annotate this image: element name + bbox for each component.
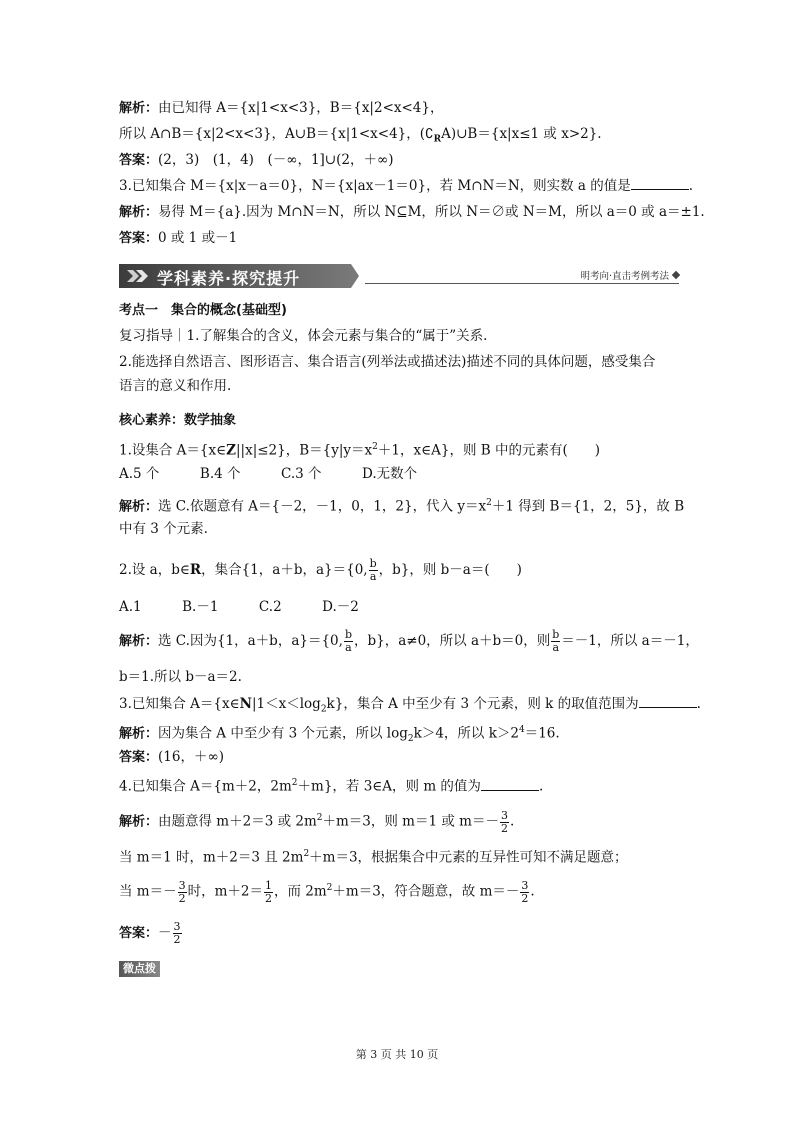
section-banner [119, 264, 679, 288]
review-guide-2b: 语言的意义和作用. [119, 378, 232, 394]
analysis-text: 由已知得 A＝{x|1<x<3}，B＝{x|2<x<4}， [158, 100, 444, 116]
answer-label: 答案： [119, 153, 159, 168]
banner-rule [365, 283, 679, 284]
problem-4-answer: 答案：－ $\frac{3}{2}$ [119, 920, 181, 946]
problem-2: 2.设 a，b∈R，集合{1，a＋b，a}＝{0, $\frac{b}{a}$ ，b}，则 b－a＝( ) [119, 557, 522, 583]
banner-subtitle: 明考向·直击考例考法 [580, 271, 669, 282]
analysis-line-1 [119, 99, 679, 118]
core-literacy: 核心素养：数学抽象 [119, 413, 237, 428]
answer-blank [639, 695, 697, 708]
answer-blank [481, 778, 539, 791]
answer-line-1: 答案：(2，3) (1，4) (－∞，1]∪(2，＋∞) [119, 152, 394, 168]
problem-3-analysis: 解析：因为集合 A 中至少有 3 个元素，所以 $\log_2k>4$，所以 $k>2^4=16$. [119, 725, 560, 745]
analysis-line-2: 所以 A∩B＝{x|2<x<3}，A∪B＝{x|1<x<4}，$(∁_RA)\cup B=\{x|x\le 1$ 或 x>2}. [119, 126, 602, 145]
problem-2-analysis-2: b＝1.所以 b－a＝2. [119, 669, 242, 685]
analysis-label: 解析： [119, 101, 159, 116]
problem-3: 3.已知集合 $A=\{x\in N|1<x<\log_2k\}$，集合 A 中至少有 3 个元素，则 k 的取值范围为 . [119, 696, 701, 715]
problem-2-analysis: 解析：选 C.因为{1，a＋b，a}＝{0, $\frac{b}{a}$ ，b}，a≠0，所以 a＋b＝0，则 $\frac{b}{a}$ ＝－1，所以 a＝－1， [119, 628, 699, 654]
problem-4-analysis: 解析：由题意得 m＋2＝3 或 $2m^2+m=3$，则 m＝1 或 m＝－ $\frac{3}{2}$ . [119, 808, 515, 835]
problem-4-case-2: 当 m＝－ $\frac{3}{2}$ 时，m＋2＝ $\frac{1}{2}$ ，而 $2m^2+m=3$，符合题意，故 m＝－ $\frac{3}{2}$ . [119, 878, 535, 905]
question-3-answer: 答案：0 或 1 或－1 [119, 230, 238, 246]
diamond-icon [672, 271, 680, 279]
problem-1-analysis-2: 中有 3 个元素. [119, 521, 208, 537]
review-guide-2a: 2.能选择自然语言、图形语言、集合语言(列举法或描述法)描述不同的具体问题，感受集合 [119, 354, 656, 370]
problem-1-analysis: 解析：选 C.依题意有 A＝{－2，－1，0，1，2}，代入 $y=x^2+1$ 得到 B＝{1，2，5}，故 B [119, 498, 685, 515]
topic-heading: 考点一 集合的概念(基础型) [119, 303, 287, 318]
problem-1: 1.设集合 A＝{x∈Z||x|≤2}，$B=\{y|y=x^2+1$，x∈A}，则 B 中的元素有( ) [119, 442, 600, 459]
page-footer: 第 3 页 共 10 页 [355, 1048, 439, 1061]
banner-title: 学科素养·探究提升 [157, 269, 301, 288]
answer-blank [631, 177, 689, 190]
problem-3-answer: 答案：(16，＋∞) [119, 749, 224, 765]
question-3-analysis: 解析：易得 M＝{a}.因为 M∩N＝N，所以 N⊆M，所以 N＝∅或 N＝M，所以 a＝0 或 a＝±1. [119, 204, 705, 220]
fraction-b-over-a: $\frac{b}{a}$ [369, 557, 377, 583]
problem-1-options: A.5 个 B.4 个 C.3 个 D.无数个 [119, 466, 418, 482]
problem-4: 4.已知集合 A＝{m＋2，$2m^2+m$}，若 3∈A，则 m 的值为 . [119, 778, 544, 795]
chevron-decoration-icon [127, 270, 149, 282]
problem-2-options: A.1 B.－1 C.2 D.－2 [119, 599, 359, 615]
review-guide-1: 复习指导｜1.了解集合的含义，体会元素与集合的“属于”关系. [119, 328, 488, 344]
tip-tag: 微点拨 [119, 961, 160, 977]
question-3-set-m: 3.已知集合 M＝{x|x－a＝0}，N＝{x|ax－1＝0}，若 M∩N＝N，则实数 a 的值是 . [119, 178, 694, 194]
problem-4-case-1: 当 m＝1 时，m＋2＝3 且 $2m^2+m=3$，根据集合中元素的互异性可知不满足题意； [119, 849, 628, 866]
